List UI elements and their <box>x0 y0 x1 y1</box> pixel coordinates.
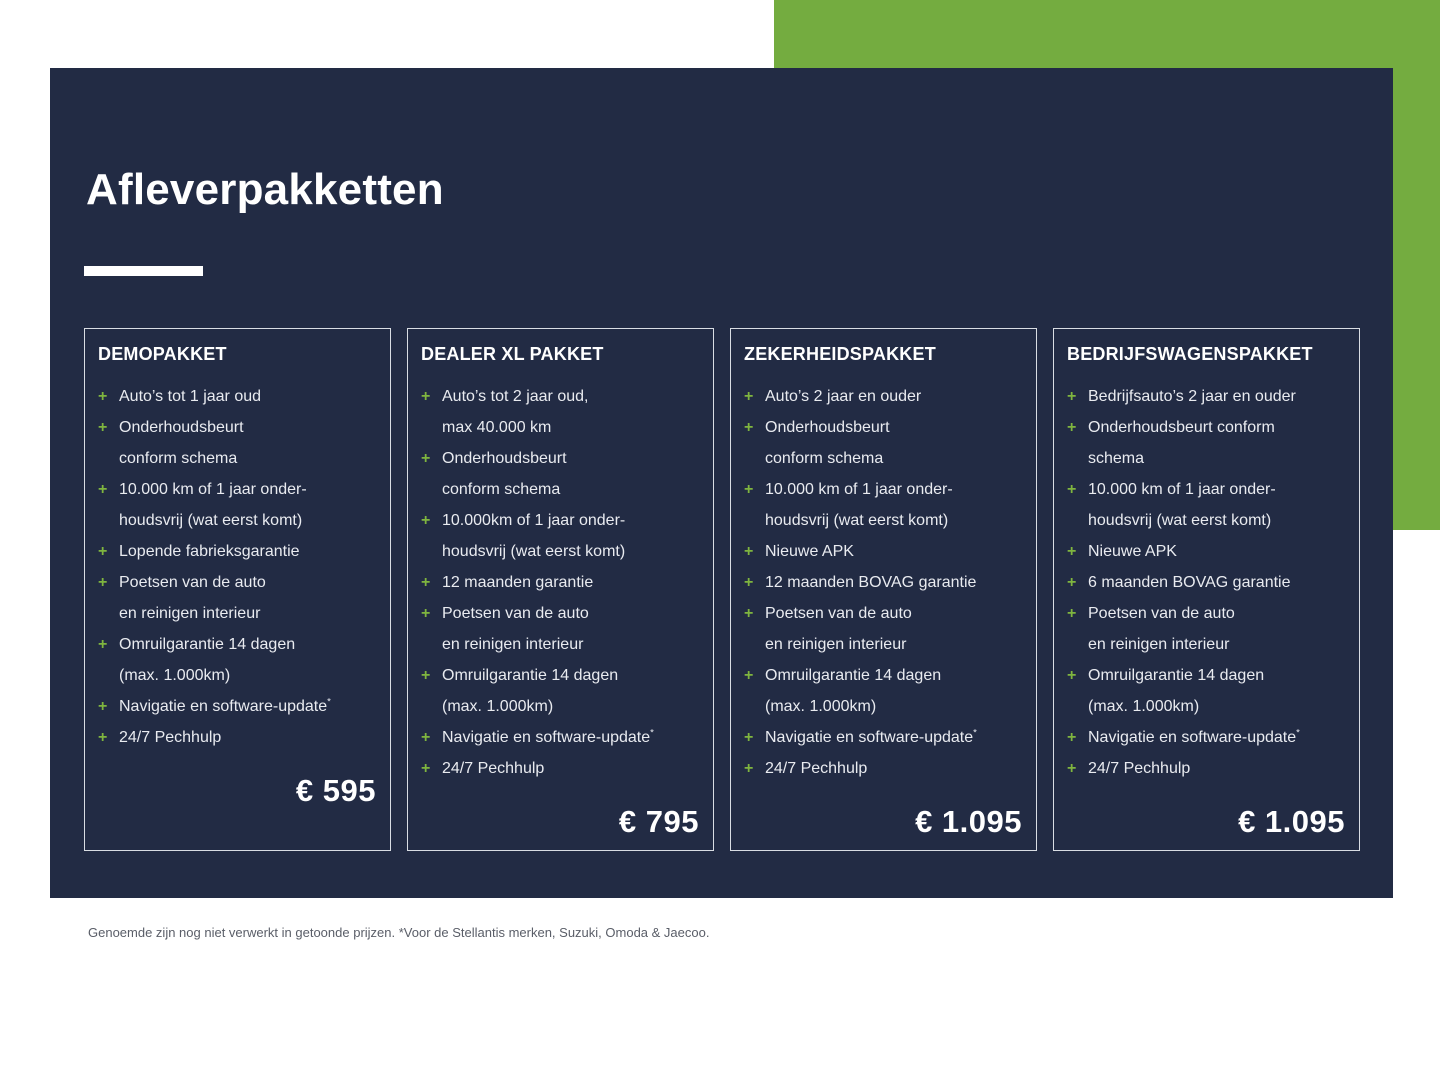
feature-text: Omruilgarantie 14 dagen (max. 1.000km) <box>119 636 296 684</box>
plus-icon: + <box>744 605 754 622</box>
feature-text: Nieuwe APK <box>765 543 854 560</box>
feature-item <box>1067 567 1345 598</box>
package-title: BEDRIJFSWAGENSPAKKET <box>1067 344 1313 364</box>
feature-text: 24/7 Pechhulp <box>442 760 545 777</box>
plus-icon: + <box>744 388 754 405</box>
feature-text: Auto’s tot 1 jaar oud <box>119 388 262 405</box>
feature-item <box>744 567 1022 598</box>
feature-item <box>421 660 699 722</box>
feature-item <box>98 474 376 536</box>
plus-icon: + <box>421 388 431 405</box>
plus-icon: + <box>421 605 431 622</box>
plus-icon: + <box>744 543 754 560</box>
plus-icon: + <box>744 760 754 777</box>
title-underline <box>84 266 203 276</box>
feature-item <box>421 443 699 505</box>
asterisk-note: * <box>1296 727 1300 739</box>
feature-text: Onderhoudsbeurt conform schema <box>1088 419 1275 467</box>
feature-text: Navigatie en software-update* <box>765 727 977 746</box>
feature-item <box>421 381 699 443</box>
feature-item <box>98 722 376 753</box>
feature-item <box>98 381 376 412</box>
asterisk-note: * <box>973 727 977 739</box>
package-card-2 <box>407 328 714 851</box>
feature-item <box>744 474 1022 536</box>
plus-icon: + <box>98 481 108 498</box>
package-price: € 595 <box>295 773 376 808</box>
asterisk-note: * <box>650 727 654 739</box>
feature-item <box>421 598 699 660</box>
feature-item <box>98 629 376 691</box>
plus-icon: + <box>98 636 108 653</box>
feature-item <box>744 722 1022 753</box>
feature-text: Onderhoudsbeurt conform schema <box>442 450 567 498</box>
feature-text: 12 maanden BOVAG garantie <box>765 574 977 591</box>
plus-icon: + <box>1067 543 1077 560</box>
feature-item <box>421 505 699 567</box>
plus-icon: + <box>98 574 108 591</box>
plus-icon: + <box>421 760 431 777</box>
plus-icon: + <box>98 729 108 746</box>
footnote: Genoemde zijn nog niet verwerkt in getoonde prijzen. *Voor de Stellantis merken, Suzuki, Omoda & Jaecoo. <box>88 925 710 940</box>
package-price: € 1.095 <box>1238 804 1345 839</box>
package-price: € 795 <box>618 804 699 839</box>
feature-item <box>744 753 1022 784</box>
package-card-4 <box>1053 328 1360 851</box>
feature-text: Onderhoudsbeurt conform schema <box>765 419 890 467</box>
feature-text: 12 maanden garantie <box>442 574 594 591</box>
feature-text: 24/7 Pechhulp <box>765 760 868 777</box>
packages-row <box>84 328 1360 851</box>
feature-text: Bedrijfsauto’s 2 jaar en ouder <box>1088 388 1296 405</box>
feature-text: Omruilgarantie 14 dagen (max. 1.000km) <box>442 667 619 715</box>
feature-text: Lopende fabrieksgarantie <box>119 543 300 560</box>
plus-icon: + <box>1067 419 1077 436</box>
plus-icon: + <box>421 729 431 746</box>
package-price: € 1.095 <box>915 804 1022 839</box>
feature-text: 10.000 km of 1 jaar onder- houdsvrij (wat eerst komt) <box>1088 481 1276 529</box>
feature-item <box>98 691 376 722</box>
feature-item <box>98 536 376 567</box>
feature-item <box>1067 660 1345 722</box>
packages-panel <box>50 68 1393 898</box>
package-card-1 <box>84 328 391 851</box>
plus-icon: + <box>1067 481 1077 498</box>
feature-item <box>1067 412 1345 474</box>
package-features <box>1067 381 1345 784</box>
plus-icon: + <box>744 667 754 684</box>
plus-icon: + <box>1067 667 1077 684</box>
plus-icon: + <box>1067 388 1077 405</box>
page-title: Afleverpakketten <box>86 165 444 214</box>
feature-text: Onderhoudsbeurt conform schema <box>119 419 244 467</box>
feature-text: Poetsen van de auto en reinigen interieur <box>119 574 266 622</box>
package-features <box>98 381 376 753</box>
feature-item <box>421 722 699 753</box>
feature-item <box>1067 753 1345 784</box>
feature-item <box>1067 381 1345 412</box>
plus-icon: + <box>421 450 431 467</box>
feature-item <box>421 567 699 598</box>
package-features <box>421 381 699 784</box>
package-title: DEALER XL PAKKET <box>421 344 604 364</box>
asterisk-note: * <box>327 696 331 708</box>
feature-text: Poetsen van de auto en reinigen interieur <box>442 605 589 653</box>
plus-icon: + <box>421 574 431 591</box>
feature-text: Auto’s tot 2 jaar oud, max 40.000 km <box>442 388 589 436</box>
package-title: ZEKERHEIDSPAKKET <box>744 344 936 364</box>
feature-item <box>744 598 1022 660</box>
feature-text: Poetsen van de auto en reinigen interieur <box>765 605 912 653</box>
feature-text: Navigatie en software-update* <box>1088 727 1300 746</box>
plus-icon: + <box>1067 574 1077 591</box>
feature-item <box>1067 474 1345 536</box>
feature-item <box>1067 536 1345 567</box>
feature-text: Poetsen van de auto en reinigen interieur <box>1088 605 1235 653</box>
plus-icon: + <box>744 729 754 746</box>
feature-text: 6 maanden BOVAG garantie <box>1088 574 1291 591</box>
feature-text: Omruilgarantie 14 dagen (max. 1.000km) <box>1088 667 1265 715</box>
plus-icon: + <box>98 543 108 560</box>
plus-icon: + <box>421 512 431 529</box>
feature-item <box>1067 722 1345 753</box>
plus-icon: + <box>98 698 108 715</box>
feature-item <box>744 412 1022 474</box>
feature-text: Navigatie en software-update* <box>442 727 654 746</box>
plus-icon: + <box>1067 729 1077 746</box>
feature-text: Auto’s 2 jaar en ouder <box>765 388 922 405</box>
package-card-3 <box>730 328 1037 851</box>
feature-item <box>744 660 1022 722</box>
feature-item <box>421 753 699 784</box>
feature-text: 10.000km of 1 jaar onder- houdsvrij (wat eerst komt) <box>442 512 626 560</box>
package-features <box>744 381 1022 784</box>
plus-icon: + <box>744 574 754 591</box>
feature-item <box>98 567 376 629</box>
feature-text: 24/7 Pechhulp <box>119 729 222 746</box>
feature-text: Nieuwe APK <box>1088 543 1177 560</box>
feature-text: 10.000 km of 1 jaar onder- houdsvrij (wat eerst komt) <box>765 481 953 529</box>
feature-item <box>1067 598 1345 660</box>
plus-icon: + <box>98 388 108 405</box>
package-title: DEMOPAKKET <box>98 344 227 364</box>
feature-text: 10.000 km of 1 jaar onder- houdsvrij (wat eerst komt) <box>119 481 307 529</box>
plus-icon: + <box>1067 605 1077 622</box>
plus-icon: + <box>98 419 108 436</box>
feature-item <box>744 536 1022 567</box>
plus-icon: + <box>421 667 431 684</box>
feature-text: Navigatie en software-update* <box>119 696 331 715</box>
plus-icon: + <box>744 419 754 436</box>
feature-text: Omruilgarantie 14 dagen (max. 1.000km) <box>765 667 942 715</box>
plus-icon: + <box>744 481 754 498</box>
feature-text: 24/7 Pechhulp <box>1088 760 1191 777</box>
plus-icon: + <box>1067 760 1077 777</box>
feature-item <box>98 412 376 474</box>
feature-item <box>744 381 1022 412</box>
